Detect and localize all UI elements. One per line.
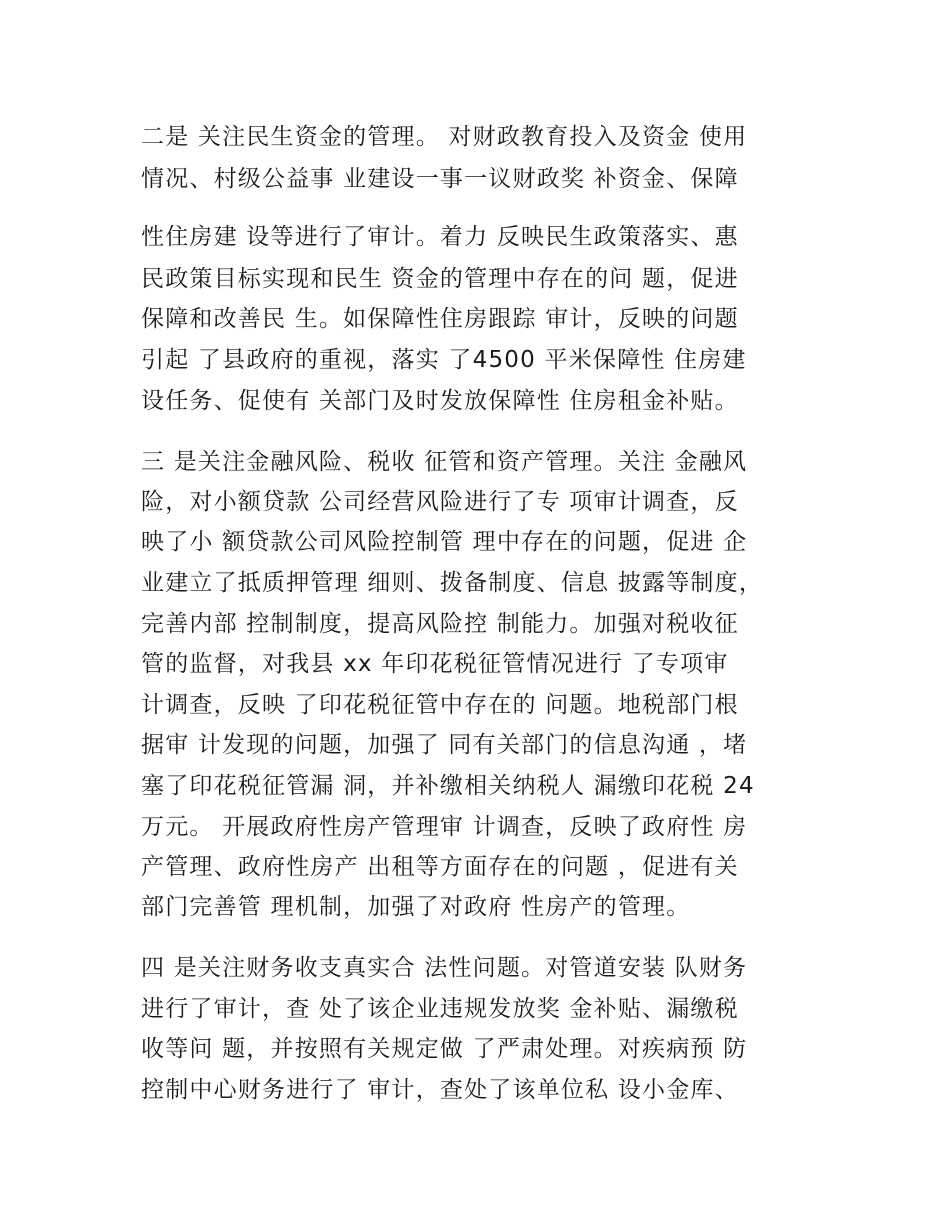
paragraph-line: 三 是关注金融风险、税收 征管和资产管理。关注 金融风 (141, 449, 748, 475)
paragraph-line: 计调查，反映 了印花税征管中存在的 问题。地税部门根 (141, 692, 739, 718)
paragraph-line: 情况、村级公益事 业建设一事一议财政奖 补资金、保障 (141, 166, 739, 192)
paragraph-line: 进行了审计，查 处了该企业违规发放奖 金补贴、漏缴税 (141, 996, 739, 1022)
paragraph-line: 保障和改善民 生。如保障性住房跟踪 审计，反映的问题 (141, 306, 739, 332)
paragraph-line: 控制中心财务进行了 审计，查处了该单位私 设小金库、 (141, 1077, 739, 1103)
paragraph-line: 设任务、促使有 关部门及时发放保障性 住房租金补贴。 (141, 388, 739, 414)
paragraph-line: 引起 了县政府的重视，落实 了4500 平米保障性 住房建 (141, 347, 747, 373)
paragraph-line: 部门完善管 理机制，加强了对政府 性房产的管理。 (141, 894, 691, 920)
paragraph-line: 据审 计发现的问题，加强了 同有关部门的信息沟通 ，堵 (141, 732, 748, 758)
paragraph-line: 民政策目标实现和民生 资金的管理中存在的问 题，促进 (141, 266, 739, 292)
paragraph-line: 收等问 题，并按照有关规定做 了严肃处理。对疾病预 防 (141, 1036, 748, 1062)
paragraph-line: 管的监督，对我县 xx 年印花税征管情况进行 了专项审 (141, 651, 729, 677)
paragraph-line: 万元。 开展政府性房产管理审 计调查，反映了政府性 房 (141, 814, 748, 840)
paragraph-line: 映了小 额贷款公司风险控制管 理中存在的问题，促进 企 (141, 529, 748, 555)
paragraph-line: 性住房建 设等进行了审计。着力 反映民生政策落实、惠 (141, 224, 739, 250)
paragraph-line: 完善内部 控制制度，提高风险控 制能力。加强对税收征 (141, 611, 739, 637)
paragraph-line: 塞了印花税征管漏 洞，并补缴相关纳税人 漏缴印花税 24 (141, 773, 755, 799)
paragraph-line: 产管理、政府性房产 出租等方面存在的问题 ，促进有关 (141, 854, 739, 880)
paragraph-line: 二是 关注民生资金的管理。 对财政教育投入及资金 使用 (141, 124, 748, 150)
paragraph-line: 业建立了抵质押管理 细则、拨备制度、信息 披露等制度， (141, 570, 764, 596)
paragraph-line: 险，对小额贷款 公司经营风险进行了专 项审计调查，反 (141, 489, 739, 515)
paragraph-line: 四 是关注财务收支真实合 法性问题。对管道安装 队财务 (141, 955, 748, 981)
